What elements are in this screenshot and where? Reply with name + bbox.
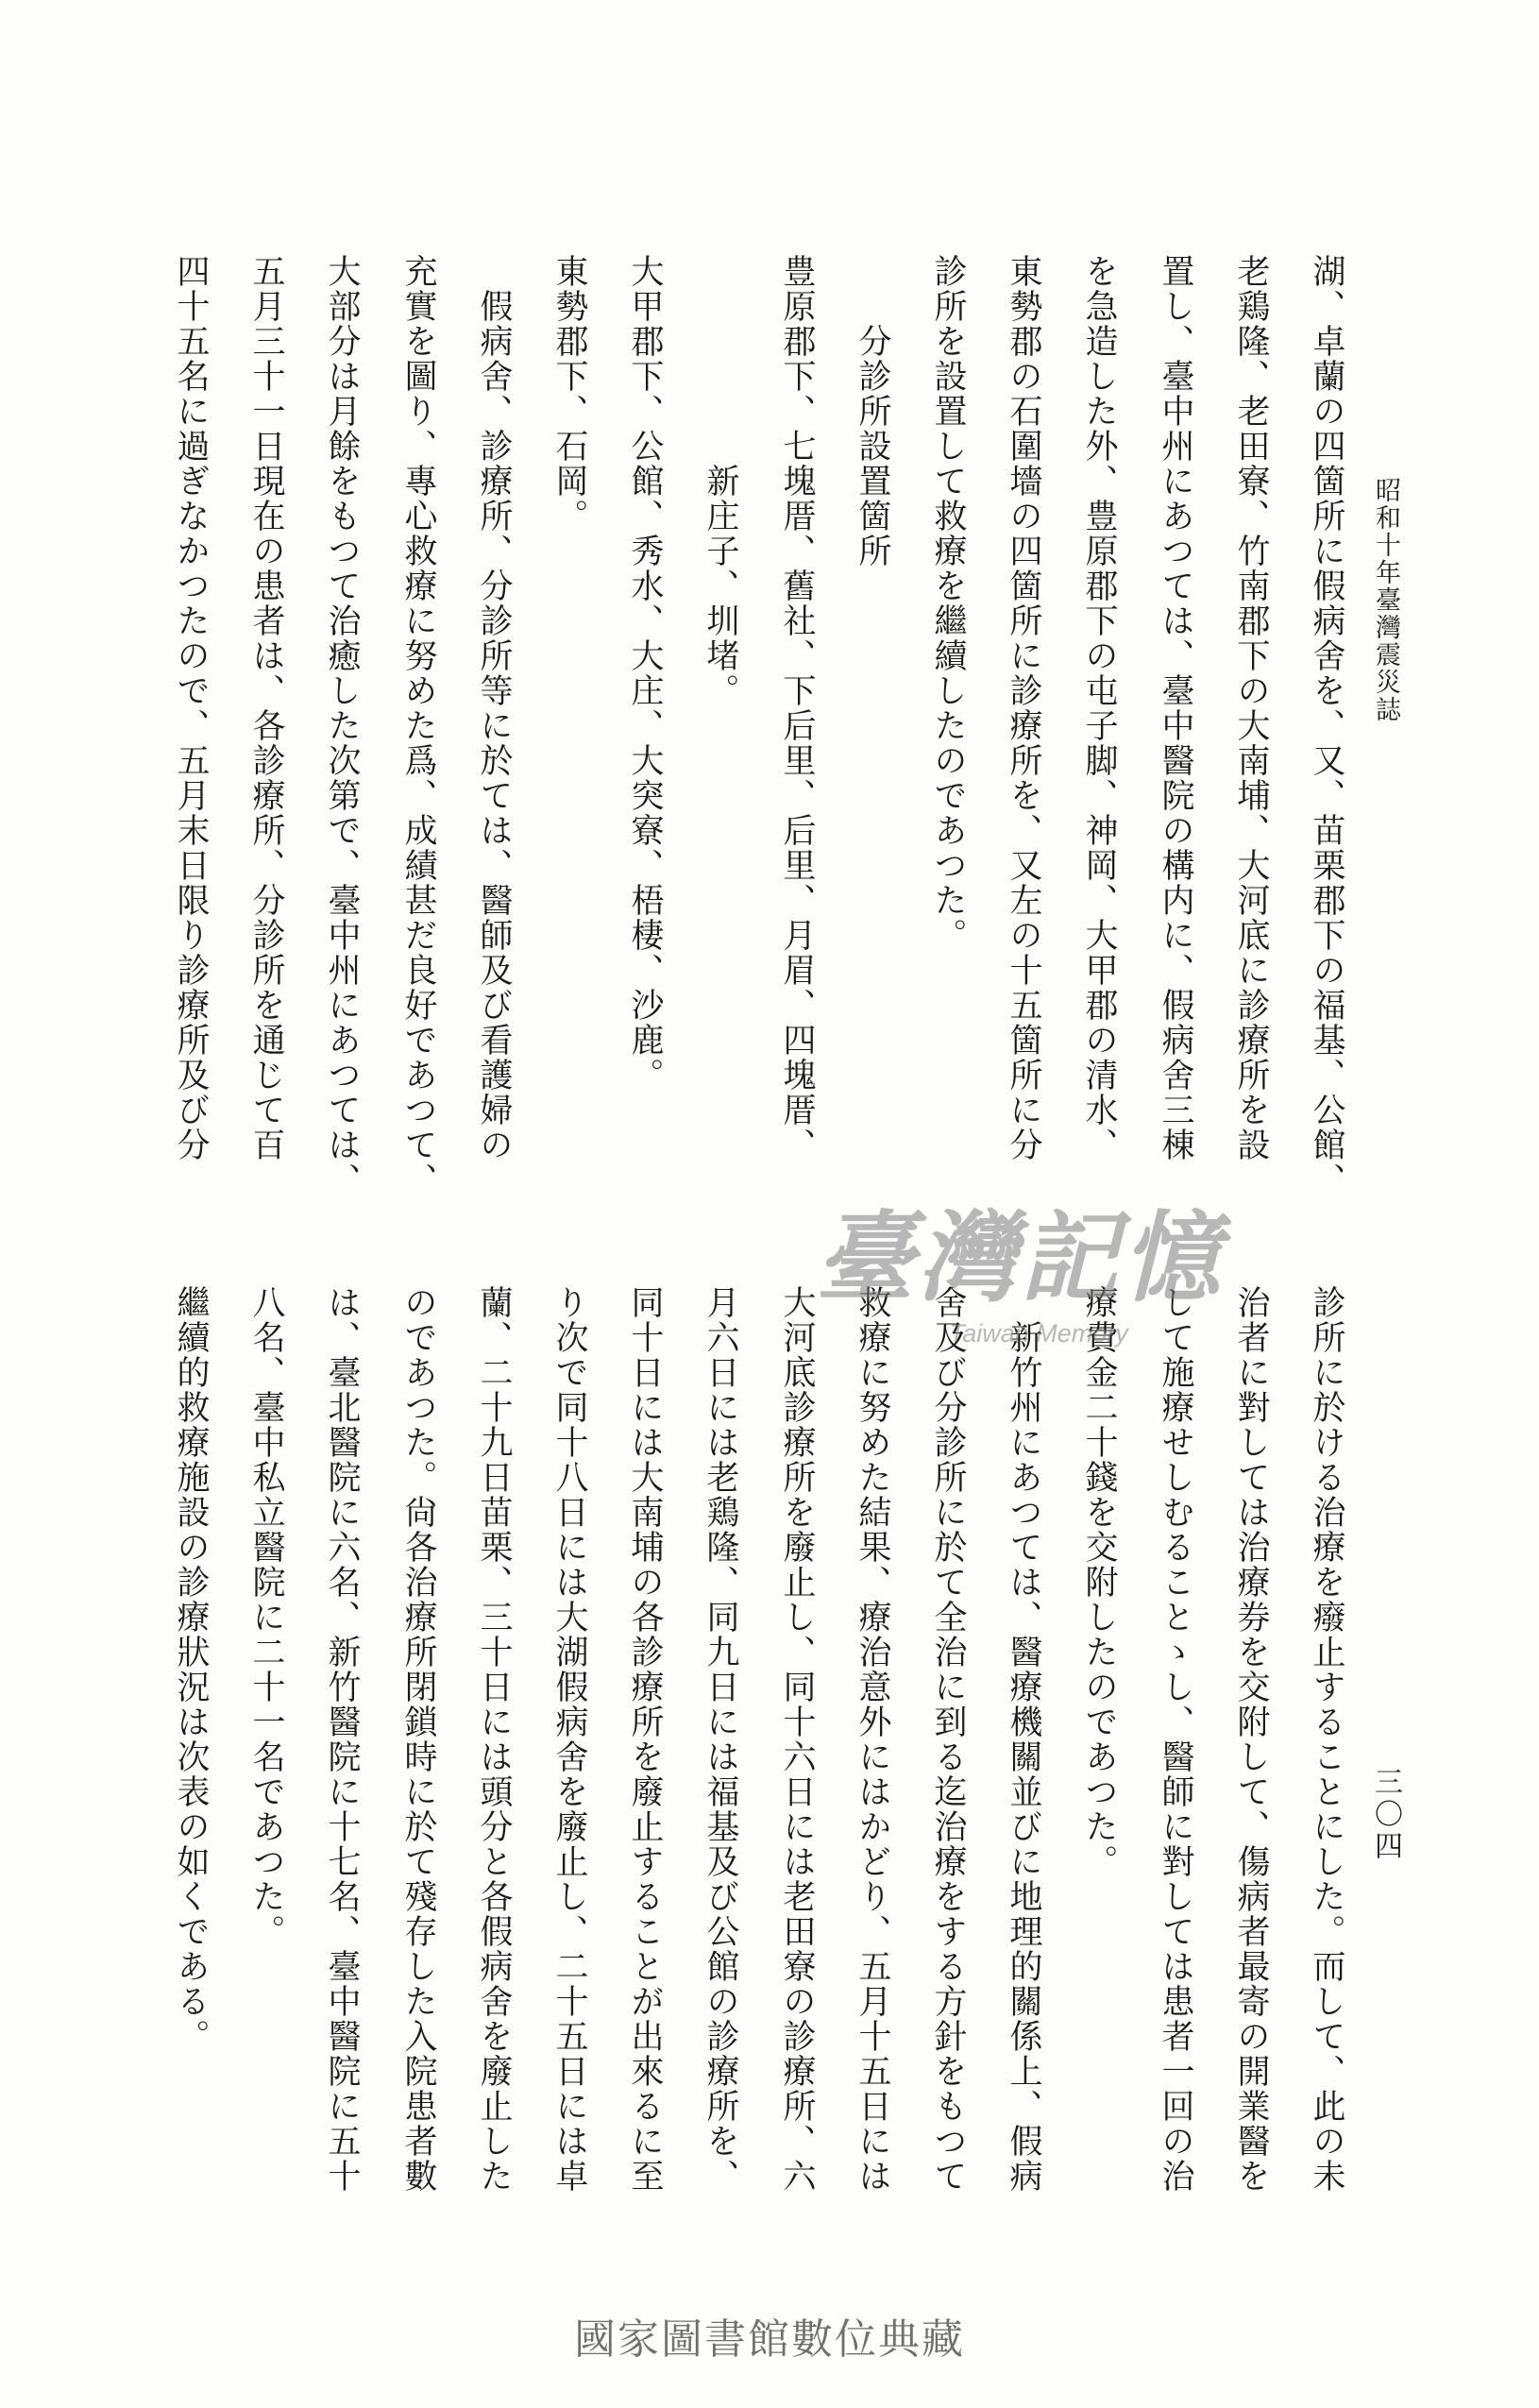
lower-line-5: 新竹州にあつては、醫療機關並びに地理的關係上、假病 — [1005, 1320, 1042, 2194]
lower-line-6: 舍及び分診所に於て全治に到る迄治療をする方針をもつて — [929, 1285, 967, 2194]
upper-text-tier — [0, 254, 1539, 1208]
running-title: 昭和十年臺灣震災誌 — [1371, 477, 1400, 723]
lower-line-1: 診所に於ける治療を癈止することにした。而して、此の未 — [1308, 1285, 1345, 2194]
lower-line-16: 繼續的救療施設の診療狀況は次表の如くである。 — [172, 1285, 210, 2054]
upper-line-8: 豊原郡下、七塊厝、舊社、下后里、后里、月眉、四塊厝、 — [778, 254, 816, 1162]
footer-credit: 國家圖書館數位典藏 — [574, 2315, 965, 2364]
upper-line-12: 假病舍、診療所、分診所等に於ては、醫師及び看護婦の — [475, 289, 513, 1162]
subheading-branch-clinics: 分診所設置箇所 — [854, 324, 891, 568]
lower-line-13: のであつた。尙各治療所閉鎖時に於て殘存した入院患者數 — [399, 1285, 437, 2194]
lower-line-3: して施療せしむることゝし、醫師に對しては患者一回の治 — [1157, 1285, 1194, 2194]
upper-line-6: 診所を設置して救療を繼續したのであつた。 — [929, 254, 967, 953]
lower-line-9: 月六日には老鶏隆、同九日には福基及び公館の診療所を、 — [702, 1285, 739, 2194]
lower-line-11: り次で同十八日には大湖假病舍を廢止し、二十五日には卓 — [550, 1285, 588, 2194]
lower-line-12: 蘭、二十九日苗栗、三十日には頭分と各假病舍を廢止した — [475, 1285, 513, 2194]
upper-line-10: 大甲郡下、公館、秀水、大庄、大突寮、梧棲、沙鹿。 — [626, 254, 664, 1093]
upper-line-16: 四十五名に過ぎなかつたので、五月末日限り診療所及び分 — [172, 254, 210, 1162]
upper-line-2: 老鶏隆、老田寮、竹南郡下の大南埔、大河底に診療所を設 — [1232, 254, 1270, 1162]
upper-line-14: 大部分は月餘をもつて治癒した次第で、臺中州にあつては、 — [323, 254, 361, 1197]
watermark-subtitle: Taiwan Memory — [949, 1319, 1128, 1348]
upper-line-13: 充實を圖り、專心救療に努めた爲、成績甚だ良好であつて、 — [399, 254, 437, 1197]
lower-text-tier — [0, 1285, 1539, 2239]
lower-line-10: 同十日には大南埔の各診療所を廢止することが出來るに至 — [626, 1285, 664, 2194]
lower-line-2: 治者に對しては治療券を交附して、傷病者最寄の開業醫を — [1232, 1285, 1270, 2194]
page-number: 三〇四 — [1369, 1767, 1402, 1863]
upper-line-5: 東勢郡の石圍墻の四箇所に診療所を、又左の十五箇所に分 — [1005, 254, 1042, 1162]
lower-line-14: は、臺北醫院に六名、新竹醫院に十七名、臺中醫院に五十 — [323, 1285, 361, 2194]
upper-line-1: 湖、卓蘭の四箇所に假病舍を、又、苗栗郡下の福基、公館、 — [1308, 254, 1345, 1197]
lower-line-15: 八名、臺中私立醫院に二十一名であつた。 — [247, 1285, 285, 1949]
upper-line-9: 新庄子、圳堵。 — [702, 464, 739, 708]
watermark-logo: 臺灣記憶 — [815, 1199, 1224, 1315]
lower-line-4: 療費金二十錢を交附したのであつた。 — [1080, 1285, 1118, 1879]
upper-line-3: 置し、臺中州にあつては、臺中醫院の構内に、假病舍三棟 — [1157, 254, 1194, 1162]
lower-line-7: 救療に努めた結果、療治意外にはかどり、五月十五日には — [854, 1285, 891, 2194]
upper-line-11: 東勢郡下、石岡。 — [550, 254, 588, 534]
lower-line-8: 大河底診療所を廢止し、同十六日には老田寮の診療所、六 — [778, 1285, 816, 2194]
upper-line-15: 五月三十一日現在の患者は、各診療所、分診所を通じて百 — [247, 254, 285, 1162]
upper-line-4: を急造した外、豊原郡下の屯子脚、神岡、大甲郡の清水、 — [1080, 254, 1118, 1162]
